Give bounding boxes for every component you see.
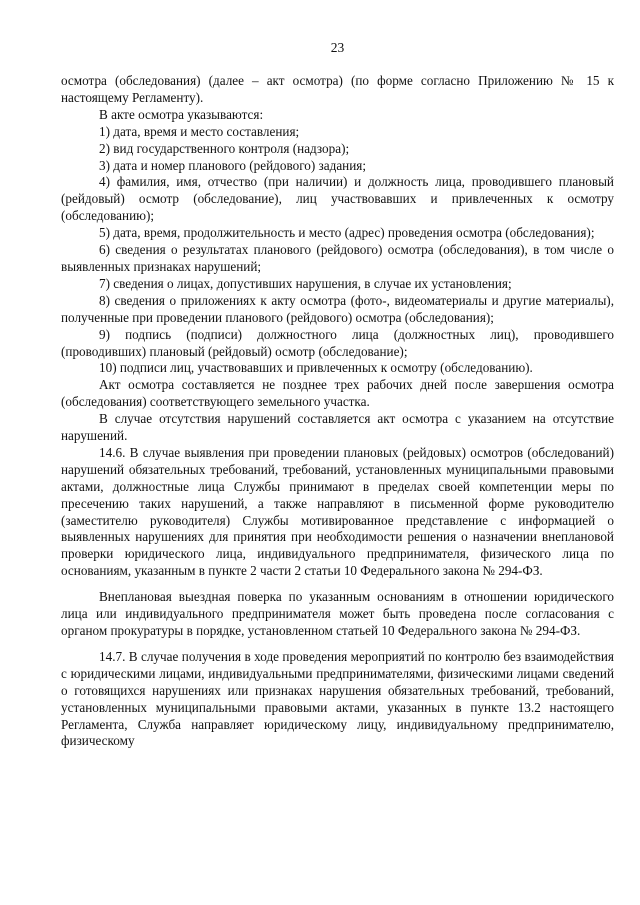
paragraph-gap xyxy=(61,580,614,589)
list-item: 3) дата и номер планового (рейдового) задания; xyxy=(99,157,367,173)
list-item: 8) сведения о приложениях к акту осмотра (фото-, видеоматериалы и другие материалы), полученные при проведении планового (рейдового) осмотра (обследования); xyxy=(61,292,614,325)
document-body xyxy=(61,73,614,750)
paragraph-14-6: 14.6. В случае выявления при проведении плановых (рейдовых) осмотров (обследований) нарушений обязательных требований, требований, установленных муниципальными правовыми актами, должностные лица Службы принимают в пределах своей компетенции меры по пресечению таких нарушений, а также направляют в письменной форме руководителю (заместителю руководителя) Службы мотивированное представление с информацией о выявленных нарушениях для принятия при необходимости решения о назначении внеплановой проверки юридического лица, индивидуального предпринимателя, физического лица по основаниям, указанным в пункте 2 части 2 статьи 10 Федерального закона № 294-ФЗ. xyxy=(61,444,614,579)
list-item: 6) сведения о результатах планового (рейдового) осмотра (обследования), в том числе о выявленных признаках нарушений; xyxy=(61,242,614,274)
paragraph-no-violations: В случае отсутствия нарушений составляется акт осмотра с указанием на отсутствие нарушений. xyxy=(61,411,614,444)
paragraph-act-deadline: Акт осмотра составляется не позднее трех рабочих дней после завершения осмотра (обследования) соответствующего земельного участка. xyxy=(61,377,614,410)
paragraph-act-intro: осмотра (обследования) (далее – акт осмотра) (по форме согласно Приложению № 15 к настоящему Регламенту). xyxy=(61,73,614,105)
list-item: 2) вид государственного контроля (надзора); xyxy=(99,140,350,156)
paragraph-unscheduled-inspection: Внеплановая выездная поверка по указанным основаниям в отношении юридического лица или индивидуального предпринимателя может быть проведена после согласования с органом прокуратуры в порядке, установленном статьей 10 Федерального закона № 294-ФЗ. xyxy=(61,589,614,638)
paragraph-gap xyxy=(61,640,614,649)
paragraph-14-7: 14.7. В случае получения в ходе проведения мероприятий по контролю без взаимодействия с юридическими лицами, индивидуальными предпринимателями, физическими лицами сведений о готовящихся нарушениях или признаках нарушения обязательных требований, требований, установленных муниципальными правовыми актами, указанных в пункте 13.2 настоящего Регламента, Служба направляет юридическому лицу, индивидуальному предпринимателю, физическому xyxy=(61,648,614,749)
page-number: 23 xyxy=(330,40,345,55)
act-contents-list xyxy=(61,124,614,378)
list-item: 9) подпись (подписи) должностного лица (должностных лиц), проводившего (проводивших) плановый (рейдовый) осмотр (обследование); xyxy=(61,326,614,359)
list-item: 1) дата, время и место составления; xyxy=(99,123,300,139)
list-item: 10) подписи лиц, участвовавших и привлеченных к осмотру (обследованию). xyxy=(99,360,533,376)
list-item: 5) дата, время, продолжительность и место (адрес) проведения осмотра (обследования); xyxy=(99,225,595,241)
list-item: 7) сведения о лицах, допустивших нарушения, в случае их установления; xyxy=(99,275,512,291)
paragraph-act-contents-heading: В акте осмотра указываются: xyxy=(99,106,264,122)
list-item: 4) фамилия, имя, отчество (при наличии) и должность лица, проводившего плановый (рейдовый) осмотр (обследование), лиц участвовавших и привлеченных к осмотру (обследованию); xyxy=(61,174,614,224)
